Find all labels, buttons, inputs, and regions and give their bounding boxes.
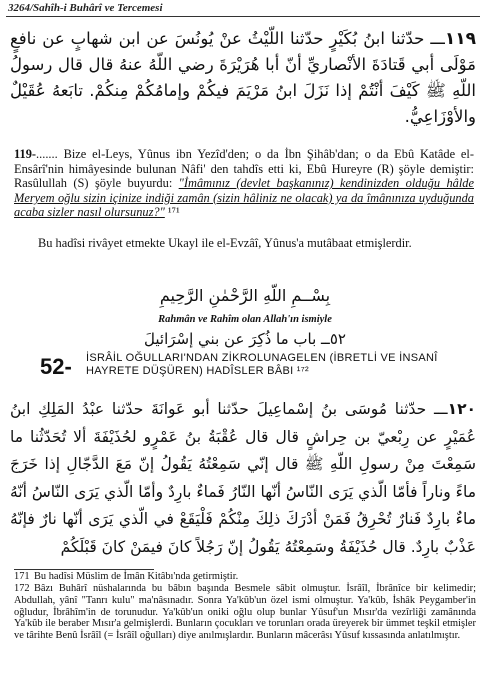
hadith-119-note: Bu hadîsi rivâyet etmekte Ukayl ile el-Evzâî, Yûnus'a mutâbaat etmişlerdir. bbox=[38, 236, 412, 250]
hadith-120-arabic bbox=[10, 396, 476, 561]
hadith-119-quote: "İmâmınız (devlet başkanınız) kendinizden olduğu hâlde Meryem oğlu sizin içinize indiği zamân (sizin hâliniz ne olacak) ya da îmânınıza uyduğunda acaba sizler nasıl olursunuz?" bbox=[14, 176, 474, 220]
footnote-text: Bâzı Buhârî nüshalarında bu bâbın başında Besmele sâbit olmuştur. İsrâîl, İbrânîce bir kelimedir; Abdullah, yânî "Tanrı kulu" ma'nâsınadır. Sonra Ya'kûb'un özel ismi olmuştur. Ya'kûb, İshâk Peygamber'in oğludur, İbrâhîm'in de torunudur. Ya'kûb'un oniki oğlu olup bunlar Yûsuf'un Mısır'da vezîrliği zamânında Ya'kûb ile beraber Mısır'a gelmişlerdi. Bunların çocukları ve torunları orada üreyerek bir ümmet teşkil etmişler ve târihte Benû İsrâîl (= İsrâîl oğulları) diye anılmışlardır. Bunların mâcerâsı Yûsuf kıssasında anlatılmıştır. bbox=[14, 583, 476, 642]
footnote-171 bbox=[14, 571, 476, 583]
footnote-172 bbox=[14, 583, 476, 642]
hadith-120-arabic-number: ١٢٠ bbox=[447, 400, 476, 418]
hadith-119-lead: ....... Bize el-Leys, Yûnus ibn Yezîd'den; o da İbn Şihâb'dan; o da Ebû Katâde el-Ensârî'nin himâyesinde bulunan Nâfi' den tahdîs etti ki, Ebû Hureyre (R) şöyle demiştir: Rasûlullah (S) şöyle buyurdu: bbox=[14, 147, 474, 191]
hadith-119-arabic-text: ـــ حدّثنا ابنُ بُكَيْرٍ حدّثنا اللّيْثُ عنْ يُونُسَ عن ابن شهابٍ عن نافعٍ مَوْلَى أبي قَتادَةَ الأنْصاريِّ أنّ أبا هُرَيْرَةَ رضي اللّهُ عنهُ قال قال رسولُ اللّهِ ﷺ كَيْفَ أنْتُمْ إذا نَزَلَ ابنُ مَرْيَمَ فيكُمْ وإمامُكُمْ مِنكُمْ. تابَعهُ عُقَيْلٌ والأوْزَاعِيُّ. bbox=[10, 29, 476, 126]
hadith-120-arabic-text: ـــ حدّثنا مُوسَى بنُ إسْماعِيلَ حدّثنا أبو عَوانَةَ حدّثنا عبْدُ المَلِكِ ابنُ عُمَيْرٍ عن رِبْعيّ بن حِراشٍ قال قال عُقْبَةُ بنُ عَمْرٍو لحُذَيْفَةَ ألا تُحَدّثُنا ما سَمِعْتَ مِنْ رسولِ اللّهِ ﷺ قال إنّي سَمِعْتُهُ يَقُولُ إنّ مَعَ الدَّجّالِ إذا خَرَجَ ماءً وناراً فأمّا الّذي يَرَى النّاسُ أنّها النّارُ فَماءٌ بارِدٌ وأمّا الّذي يَرَى النّاسُ أنّهُ ماءٌ بارِدٌ فَنارٌ تُحْرِقُ فَمَنْ أدْرَكَ ذلِكَ مِنْكُمْ فَلْيَقَعْ في الّذي يَرَى أنّها نارٌ فإنّهُ عَذْبٌ بارِدٌ. قال حُذَيْفَةُ وسَمِعْتُهُ يَقُولُ إنّ رَجُلاً كانَ فيمَنْ كانَ قَبْلَكُمْ bbox=[9, 400, 476, 556]
footnote-number: 171 bbox=[14, 571, 30, 582]
hadith-119-number: 119- bbox=[14, 147, 37, 161]
basmala-arabic: بِسْــمِ اللّهِ الرَّحْمٰنِ الرَّحِيمِ bbox=[159, 286, 331, 305]
chapter-arabic-title: ٥٢ــ باب ما ذُكِرَ عن بني إسْرَائيلَ bbox=[144, 330, 346, 348]
footnote-ref-171: ¹⁷¹ bbox=[164, 205, 180, 220]
hadith-119-arabic-number: ١١٩ bbox=[444, 29, 476, 49]
header-rule bbox=[6, 16, 480, 17]
hadith-119-translation bbox=[14, 147, 474, 220]
footnote-number: 172 bbox=[14, 583, 30, 594]
chapter-number: 52- bbox=[40, 354, 72, 379]
chapter-title: İSRÂİL OĞULLARI'NDAN ZİKROLUNAGELEN (İBRETLİ VE İNSANÎ HAYRETE DÜŞÜREN) HADÎSLER BÂBI ¹⁷² bbox=[86, 352, 438, 377]
footnote-rule bbox=[14, 569, 154, 570]
basmala-translation: Rahmân ve Rahîm olan Allah'ın ismiyle bbox=[158, 314, 332, 325]
hadith-119-arabic bbox=[10, 26, 476, 130]
footnote-text: Bu hadîsi Müslim de İmân Kitâbı'nda getirmiştir. bbox=[34, 571, 239, 582]
running-header: 3264/Sahîh-i Buhârî ve Tercemesi bbox=[8, 2, 163, 14]
